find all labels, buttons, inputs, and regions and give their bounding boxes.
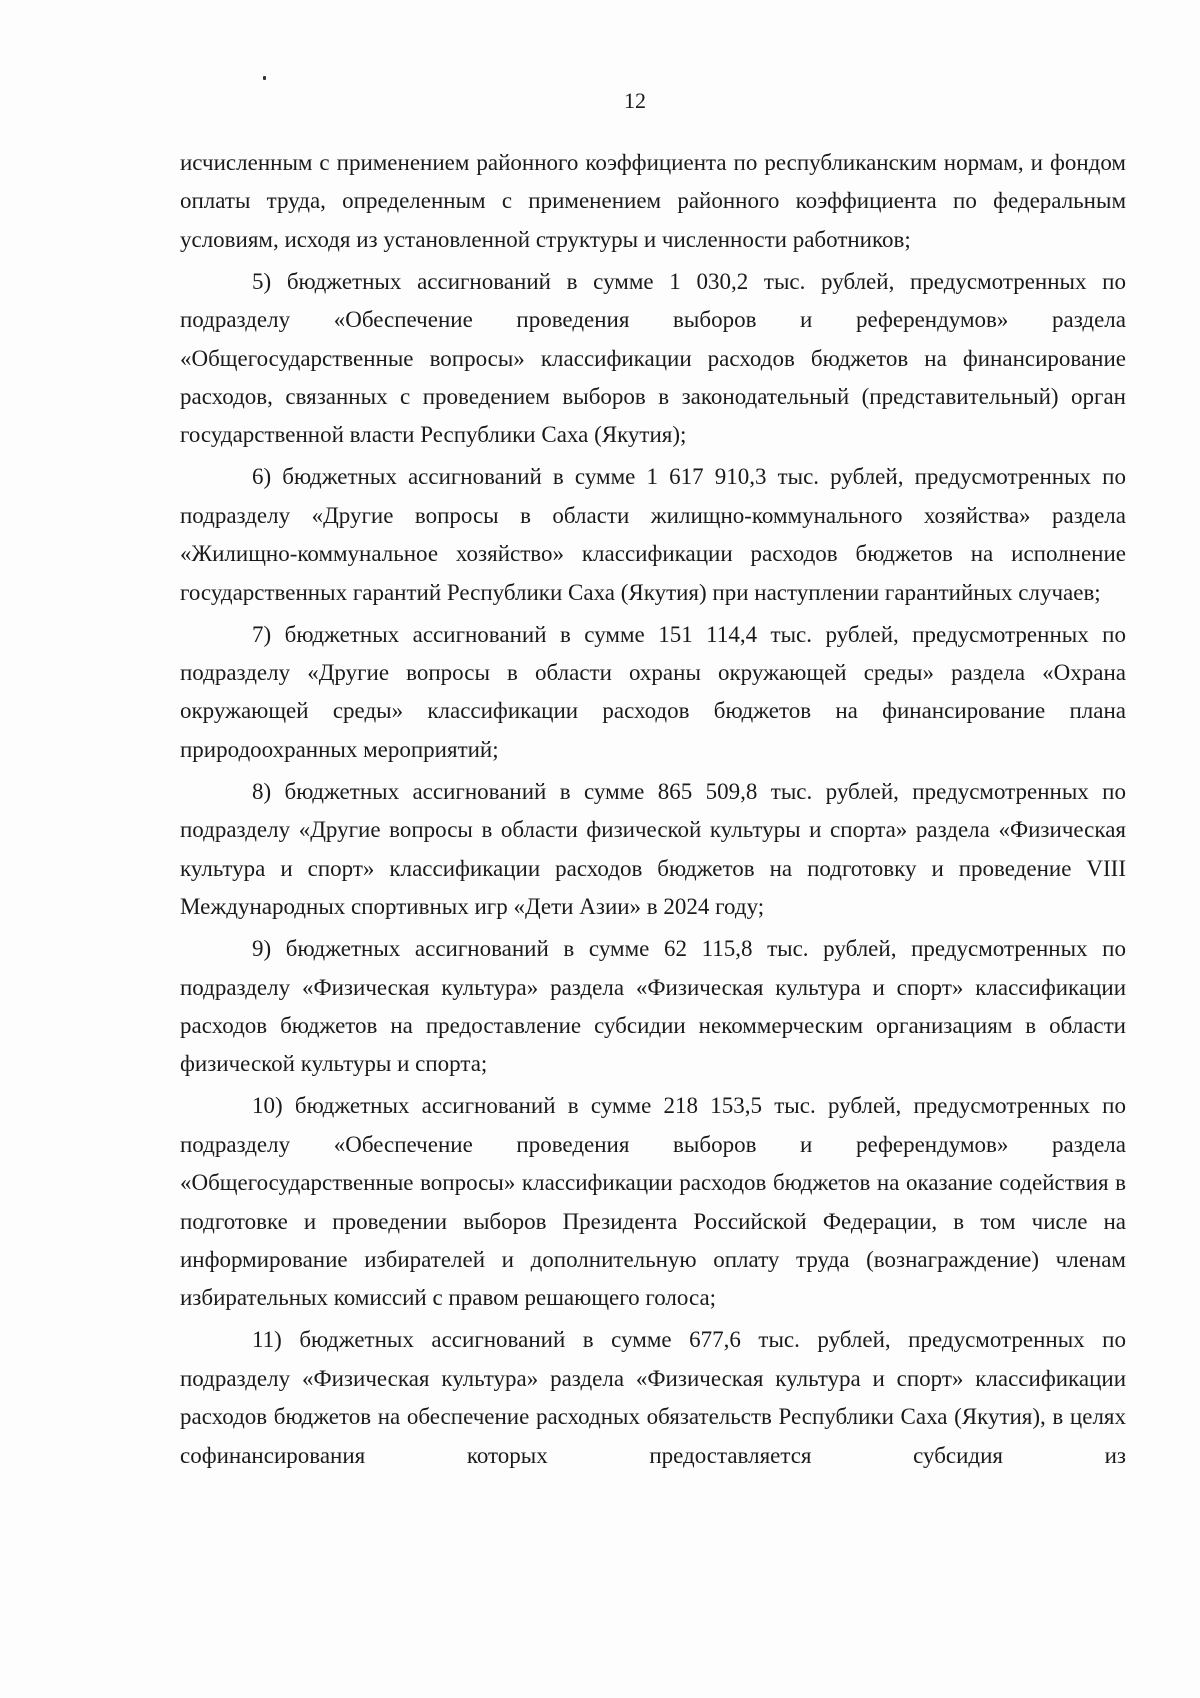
scan-speck xyxy=(263,76,266,80)
paragraph-continuation: исчисленным с применением районного коэффициента по республиканским нормам, и фондом оплаты труда, определенным с применением районного коэффициента по федеральным условиям, исходя из установленной структуры и численности работников; xyxy=(180,150,1126,252)
paragraph-item-7: 7) бюджетных ассигнований в сумме 151 114,4 тыс. рублей, предусмотренных по подразделу «Другие вопросы в области охраны окружающей среды» раздела «Охрана окружающей среды» классификации расходов бюджетов на финансирование плана природоохранных мероприятий; xyxy=(180,621,1126,762)
paragraph-item-11: 11) бюджетных ассигнований в сумме 677,6 тыс. рублей, предусмотренных по подразделу «Физическая культура» раздела «Физическая культура и спорт» классификации расходов бюджетов на обеспечение расходных обязательств Республики Саха (Якутия), в целях софинансирования которых предоставляется субсидия из xyxy=(180,1327,1126,1468)
paragraph-item-10: 10) бюджетных ассигнований в сумме 218 153,5 тыс. рублей, предусмотренных по подразделу «Обеспечение проведения выборов и референдумов» раздела «Общегосударственные вопросы» классификации расходов бюджетов на оказание содействия в подготовке и проведении выборов Президента Российской Федерации, в том числе на информирование избирателей и дополнительную оплату труда (вознаграждение) членам избирательных комиссий с правом решающего голоса; xyxy=(180,1093,1126,1311)
paragraph-item-5: 5) бюджетных ассигнований в сумме 1 030,2 тыс. рублей, предусмотренных по подразделу «Обеспечение проведения выборов и референдумов» раздела «Общегосударственные вопросы» классификации расходов бюджетов на финансирование расходов, связанных с проведением выборов в законодательный (представительный) орган государственной власти Республики Саха (Якутия); xyxy=(180,268,1126,448)
page-number: 12 xyxy=(624,88,646,113)
document-body xyxy=(180,144,1126,1479)
paragraph-item-9: 9) бюджетных ассигнований в сумме 62 115,8 тыс. рублей, предусмотренных по подразделу «Физическая культура» раздела «Физическая культура и спорт» классификации расходов бюджетов на предоставление субсидии некоммерческим организациям в области физической культуры и спорта; xyxy=(180,936,1126,1077)
paragraph-item-6: 6) бюджетных ассигнований в сумме 1 617 910,3 тыс. рублей, предусмотренных по подразделу «Другие вопросы в области жилищно-коммунального хозяйства» раздела «Жилищно-коммунальное хозяйство» классификации расходов бюджетов на исполнение государственных гарантий Республики Саха (Якутия) при наступлении гарантийных случаев; xyxy=(180,464,1126,605)
paragraph-item-8: 8) бюджетных ассигнований в сумме 865 509,8 тыс. рублей, предусмотренных по подразделу «Другие вопросы в области физической культуры и спорта» раздела «Физическая культура и спорт» классификации расходов бюджетов на подготовку и проведение VIII Международных спортивных игр «Дети Азии» в 2024 году; xyxy=(180,778,1126,920)
